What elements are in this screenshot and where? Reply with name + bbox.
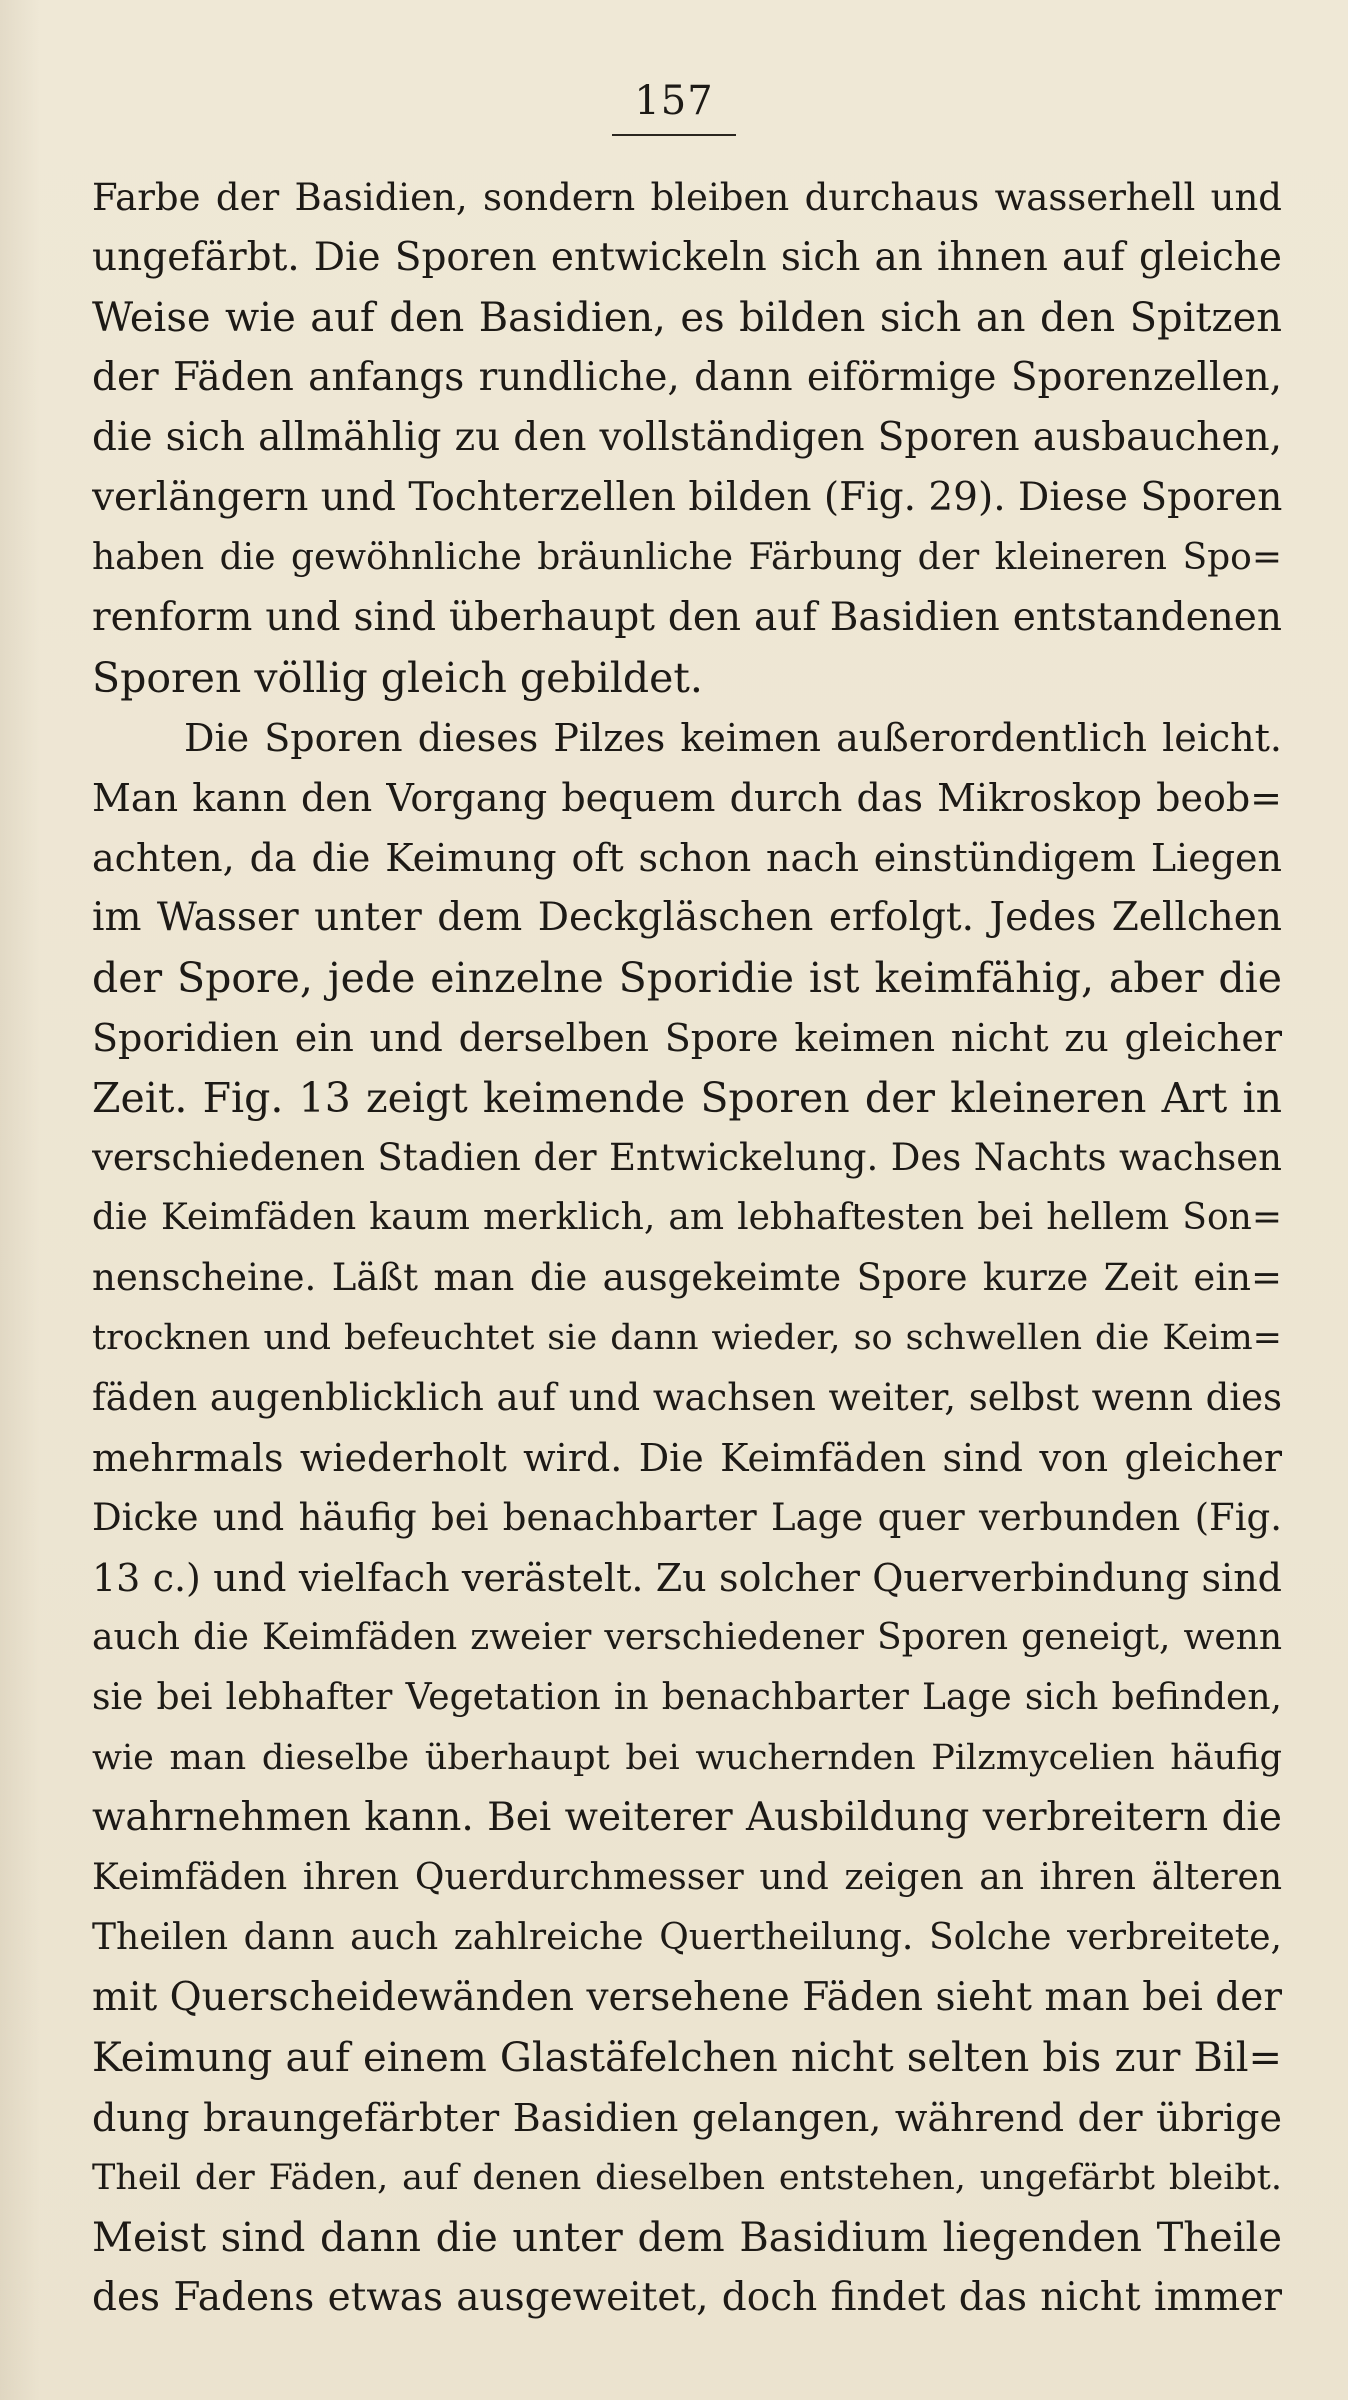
- text-line: renform und sind überhaupt den auf Basidien entstandenen: [92, 595, 1282, 640]
- page-header: [0, 78, 1348, 136]
- text-line: Die Sporen dieses Pilzes keimen außerordentlich leicht.: [184, 716, 1282, 760]
- text-line: Weise wie auf den Basidien, es bilden sich an den Spitzen: [92, 295, 1282, 341]
- text-line: verlängern und Tochterzellen bilden (Fig. 29). Diese Sporen: [92, 475, 1282, 520]
- text-line: fäden augenblicklich auf und wachsen weiter, selbst wenn dies: [92, 1376, 1282, 1419]
- text-line: Theil der Fäden, auf denen dieselben entstehen, ungefärbt bleibt.: [92, 2158, 1282, 2198]
- text-line: Sporidien ein und derselben Spore keimen nicht zu gleicher: [92, 1016, 1282, 1060]
- body-text: [92, 168, 1282, 2328]
- text-line: der Spore, jede einzelne Sporidie ist keimfähig, aber die: [92, 954, 1282, 1002]
- text-line: achten, da die Keimung oft schon nach einstündigem Liegen: [92, 836, 1282, 880]
- text-line: ungefärbt. Die Sporen entwickeln sich an ihnen auf gleiche: [92, 235, 1282, 280]
- text-line: wie man dieselbe überhaupt bei wuchernden Pilzmycelien häufig: [92, 1738, 1282, 1778]
- text-line: der Fäden anfangs rundliche, dann eiförmige Sporenzellen,: [92, 355, 1282, 400]
- text-line: haben die gewöhnliche bräunliche Färbung der kleineren Spo=: [92, 537, 1282, 578]
- text-line: Dicke und häufig bei benachbarter Lage quer verbunden (Fig.: [92, 1496, 1282, 1539]
- text-line: mit Querscheidewänden versehene Fäden sieht man bei der: [92, 1975, 1282, 2020]
- text-line: dung braungefärbter Basidien gelangen, während der übrige: [92, 2096, 1282, 2140]
- text-line: Man kann den Vorgang bequem durch das Mikroskop beob=: [92, 776, 1282, 820]
- text-line: mehrmals wiederholt wird. Die Keimfäden sind von gleicher: [92, 1436, 1282, 1480]
- text-line: Sporen völlig gleich gebildet.: [92, 654, 703, 702]
- text-line: des Fadens etwas ausgeweitet, doch findet das nicht immer: [92, 2275, 1282, 2320]
- text-line: Zeit. Fig. 13 zeigt keimende Sporen der kleineren Art in: [92, 1074, 1282, 1122]
- text-line: die Keimfäden kaum merklich, am lebhaftesten bei hellem Son=: [92, 1197, 1282, 1238]
- text-line: sie bei lebhafter Vegetation in benachbarter Lage sich befinden,: [92, 1677, 1282, 1718]
- text-line: die sich allmählig zu den vollständigen Sporen ausbauchen,: [92, 415, 1282, 460]
- text-line: trocknen und befeuchtet sie dann wieder, so schwellen die Keim=: [92, 1318, 1282, 1358]
- text-line: auch die Keimfäden zweier verschiedener Sporen geneigt, wenn: [92, 1617, 1282, 1658]
- text-line: 13 c.) und vielfach verästelt. Zu solcher Querverbindung sind: [92, 1556, 1282, 1600]
- page-number: 157: [612, 78, 735, 136]
- text-line: Keimfäden ihren Querdurchmesser und zeigen an ihren älteren: [92, 1857, 1282, 1898]
- text-line: nenscheine. Läßt man die ausgekeimte Spore kurze Zeit ein=: [92, 1256, 1282, 1299]
- text-line: im Wasser unter dem Deckgläschen erfolgt. Jedes Zellchen: [92, 895, 1282, 940]
- text-line: verschiedenen Stadien der Entwickelung. Des Nachts wachsen: [92, 1136, 1282, 1179]
- text-line: Meist sind dann die unter dem Basidium liegenden Theile: [92, 2215, 1282, 2261]
- text-line: Theilen dann auch zahlreiche Quertheilung. Solche verbreitete,: [92, 1917, 1282, 1958]
- text-line: Keimung auf einem Glastäfelchen nicht selten bis zur Bil=: [92, 2035, 1282, 2081]
- text-line: wahrnehmen kann. Bei weiterer Ausbildung verbreitern die: [92, 1795, 1282, 1840]
- text-line: Farbe der Basidien, sondern bleiben durchaus wasserhell und: [92, 176, 1282, 219]
